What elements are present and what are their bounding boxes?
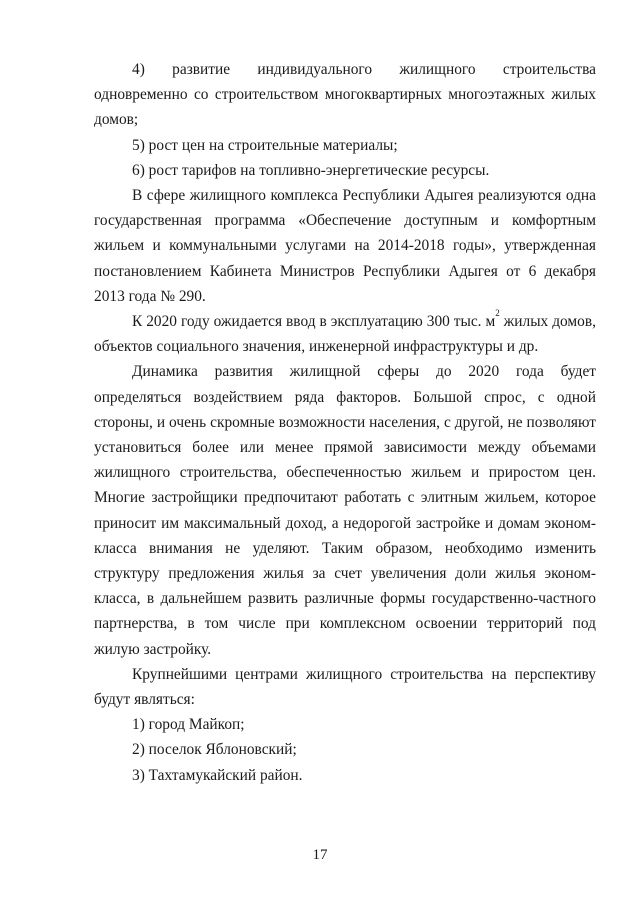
center-item-1: 1) город Майкоп; (132, 716, 245, 734)
page-number: 17 (312, 847, 328, 863)
superscript-two: 2 (495, 308, 500, 319)
list-item-5: 5) рост цен на строительные материалы; (132, 136, 398, 154)
paragraph-housing-dynamics: Динамика развития жилищной сферы до 2020 года будет определяться воздействием ряда факторов. Большой спрос, с одной стороны, и очень скромные возможности населения, с другой, не позволяют установиться более или менее прямой зависимости между объемами жилищного строительства, обеспеченностью жильем и приростом цен. Многие застройщики предпочитают работать с элитным жильем, которое приносит им максимальный доход, а недорогой застройке и домам эконом-класса внимания не уделяют. Таким образом, необходимо изменить структуру предложения жилья за счет увеличения доли жилья эконом-класса, в дальнейшем развить различные формы государственно-частного партнерства, в том числе при комплексном освоении территорий под жилую застройку. (94, 363, 596, 658)
paragraph-largest-centers: Крупнейшими центрами жилищного строительства на перспективу будут являться: (94, 665, 596, 709)
center-item-2: 2) поселок Яблоновский; (132, 741, 297, 759)
list-item-6: 6) рост тарифов на топливно-энергетические ресурсы. (132, 161, 490, 179)
list-item-4: 4) развитие индивидуального жилищного строительства одновременно со строительством многоквартирных многоэтажных жилых домов; (94, 61, 596, 129)
housing-text-after: жилых домов, объектов социального значения, инженерной инфраструктуры и др. (94, 313, 596, 356)
document-body (94, 57, 596, 788)
center-item-3: 3) Тахтамукайский район. (132, 766, 303, 784)
paragraph-state-program: В сфере жилищного комплекса Республики Адыгея реализуются одна государственная программа «Обеспечение доступным и комфортным жильем и коммунальными услугами на 2014-2018 годы», утвержденная постановлением Кабинета Министров Республики Адыгея от 6 декабря 2013 года № 290. (94, 187, 596, 305)
paragraph-housing-commissioning (94, 309, 596, 359)
housing-text-before: К 2020 году ожидается ввод в эксплуатацию 300 тыс. м (132, 313, 496, 331)
